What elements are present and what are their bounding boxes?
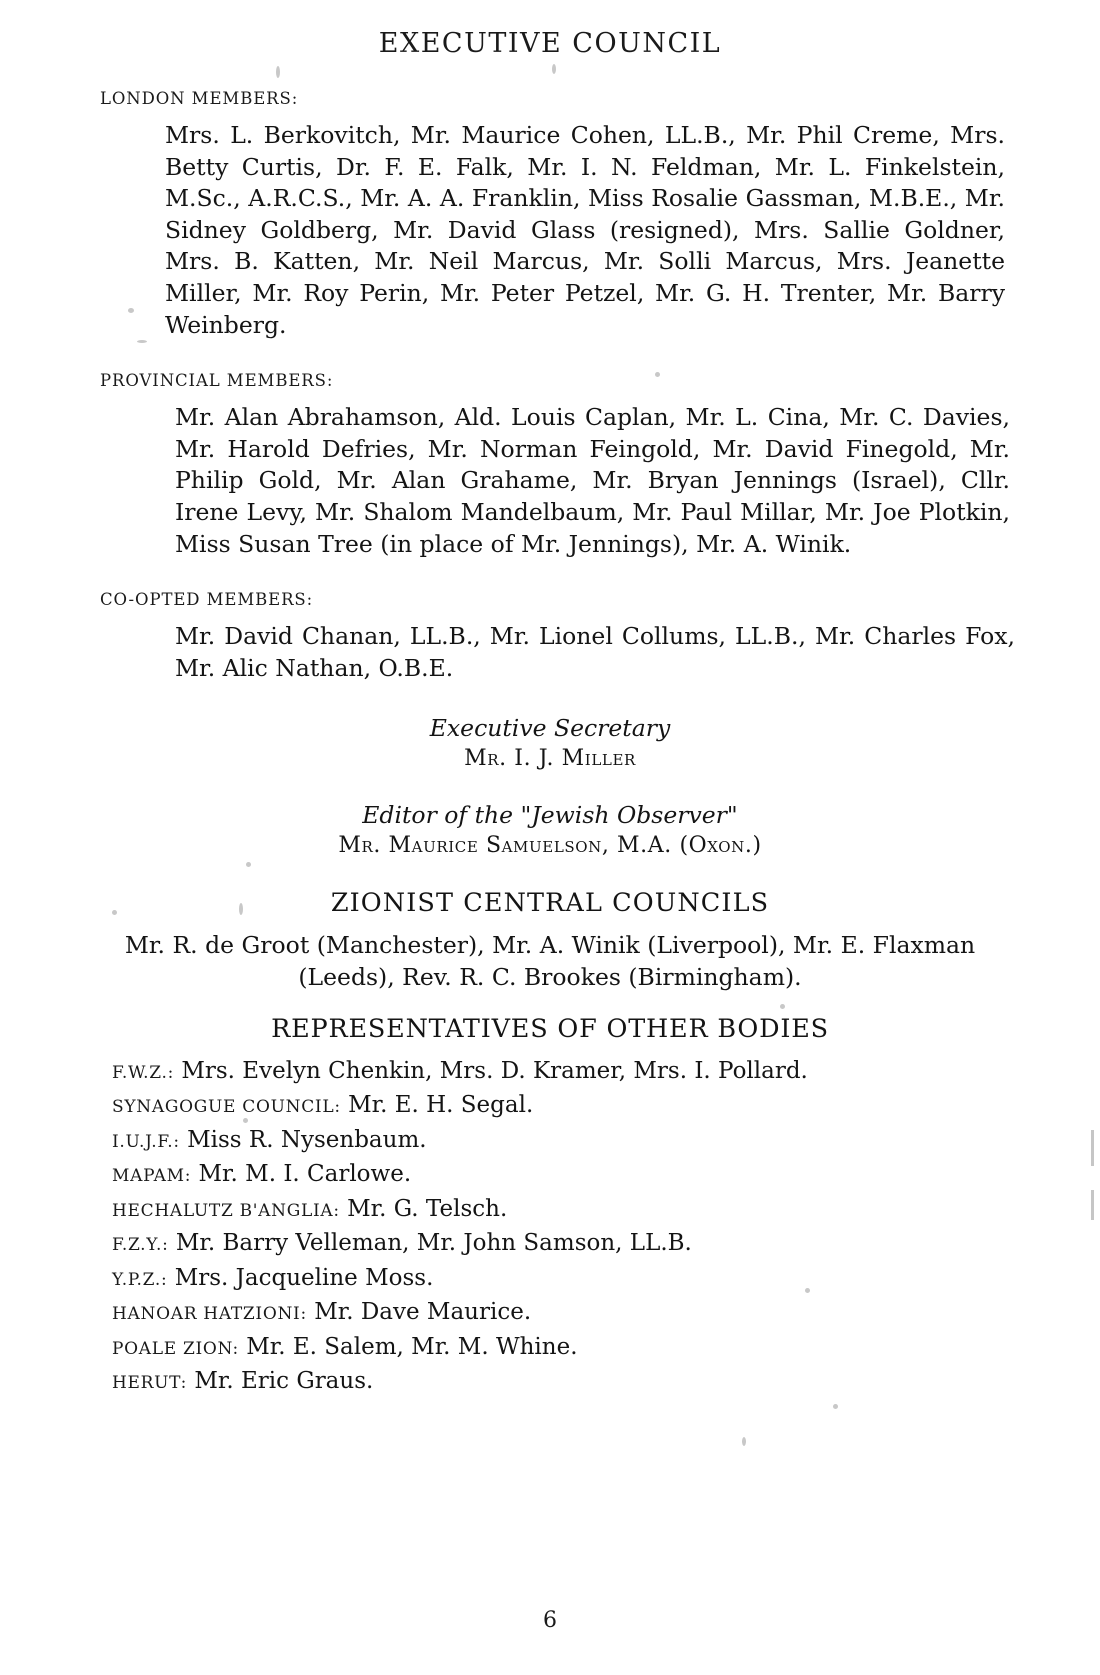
rep-key: MAPAM: <box>112 1166 192 1187</box>
list-item <box>112 1228 1020 1260</box>
list-item <box>112 1332 1020 1364</box>
section-text-london: Mrs. L. Berkovitch, Mr. Maurice Cohen, LL.B., Mr. Phil Creme, Mrs. Betty Curtis, Dr. F. E. Falk, Mr. I. N. Feldman, Mr. L. Finkelstein, M.Sc., A.R.C.S., Mr. A. A. Franklin, Miss Rosalie Gassman, M.B.E., Mr. Sidney Goldberg, Mr. David Glass (resigned), Mrs. Sallie Goldner, Mrs. B. Katten, Mr. Neil Marcus, Mr. Solli Marcus, Mrs. Jeanette Miller, Mr. Roy Perin, Mr. Peter Petzel, Mr. G. H. Trenter, Mr. Barry Weinberg. <box>165 121 1005 339</box>
scan-speck <box>655 372 660 377</box>
list-item <box>112 1159 1020 1191</box>
representatives-heading: REPRESENTATIVES OF OTHER BODIES <box>271 1013 829 1044</box>
scan-speck <box>239 903 243 915</box>
executive-secretary-heading: Executive Secretary <box>429 714 671 743</box>
rep-key: POALE ZION: <box>112 1338 239 1359</box>
rep-key: HANOAR HATZIONI: <box>112 1304 307 1325</box>
scan-speck <box>246 862 251 867</box>
scan-speck <box>552 64 556 74</box>
rep-key: Y.P.Z.: <box>112 1269 168 1290</box>
rep-value: Mrs. Jacqueline Moss. <box>174 1264 434 1291</box>
scan-speck <box>780 1004 785 1009</box>
rep-key: HECHALUTZ B'ANGLIA: <box>112 1200 340 1221</box>
list-item <box>112 1090 1020 1122</box>
section-text-provincial: Mr. Alan Abrahamson, Ald. Louis Caplan, Mr. L. Cina, Mr. C. Davies, Mr. Harold Defries, Mr. Norman Feingold, Mr. David Finegold, Mr. Philip Gold, Mr. Alan Grahame, Mr. Bryan Jennings (Israel), Cllr. Irene Levy, Mr. Shalom Mandelbaum, Mr. Paul Millar, Mr. Joe Plotkin, Miss Susan Tree (in place of Mr. Jennings), Mr. A. Winik. <box>175 403 1010 558</box>
rep-value: Mrs. Evelyn Chenkin, Mrs. D. Kramer, Mrs. I. Pollard. <box>181 1057 808 1084</box>
section-text-coopted: Mr. David Chanan, LL.B., Mr. Lionel Collums, LL.B., Mr. Charles Fox, Mr. Alic Nathan, O.B.E. <box>175 622 1015 682</box>
list-item <box>112 1056 1020 1088</box>
scan-speck <box>833 1404 838 1409</box>
rep-key: I.U.J.F.: <box>112 1131 180 1152</box>
rep-value: Mr. Dave Maurice. <box>314 1299 532 1326</box>
scan-edge-mark <box>1091 1130 1094 1166</box>
scan-edge-mark <box>1091 1190 1094 1220</box>
scan-speck <box>243 1118 248 1123</box>
rep-value: Mr. E. H. Segal. <box>348 1092 534 1119</box>
list-item <box>112 1297 1020 1329</box>
section-label-london: LONDON MEMBERS: <box>100 89 299 108</box>
executive-secretary-name: Mr. I. J. Miller <box>464 746 636 772</box>
scan-speck <box>276 66 280 78</box>
scan-speck <box>742 1437 746 1446</box>
section-label-coopted: CO-OPTED MEMBERS: <box>100 590 314 610</box>
list-item <box>112 1194 1020 1226</box>
editor-heading: Editor of the "Jewish Observer" <box>362 801 738 830</box>
page-number: 6 <box>543 1608 557 1633</box>
scan-speck <box>805 1288 810 1293</box>
rep-key: HERUT: <box>112 1373 188 1394</box>
rep-key: SYNAGOGUE COUNCIL: <box>112 1097 341 1118</box>
scan-speck <box>128 308 134 313</box>
scan-speck <box>137 340 147 343</box>
rep-value: Mr. G. Telsch. <box>347 1195 508 1222</box>
list-item <box>112 1366 1020 1398</box>
editor-name: Mr. Maurice Samuelson, M.A. (Oxon.) <box>338 833 762 859</box>
list-item <box>112 1125 1020 1157</box>
rep-key: F.Z.Y.: <box>112 1235 169 1256</box>
scan-speck <box>112 910 117 915</box>
rep-value: Miss R. Nysenbaum. <box>187 1126 427 1153</box>
rep-value: Mr. M. I. Carlowe. <box>198 1161 412 1188</box>
rep-value: Mr. E. Salem, Mr. M. Whine. <box>246 1333 578 1360</box>
zionist-councils-text: Mr. R. de Groot (Manchester), Mr. A. Winik (Liverpool), Mr. E. Flaxman (Leeds), Rev. R. C. Brookes (Birmingham). <box>124 931 976 992</box>
section-label-provincial: PROVINCIAL MEMBERS: <box>100 371 334 391</box>
list-item <box>112 1263 1020 1295</box>
page-title: EXECUTIVE COUNCIL <box>378 28 722 59</box>
rep-key: F.W.Z.: <box>112 1062 175 1083</box>
zionist-councils-heading: ZIONIST CENTRAL COUNCILS <box>330 888 770 919</box>
representatives-list <box>0 1056 1100 1398</box>
rep-value: Mr. Eric Graus. <box>194 1368 374 1395</box>
rep-value: Mr. Barry Velleman, Mr. John Samson, LL.B. <box>175 1230 692 1257</box>
